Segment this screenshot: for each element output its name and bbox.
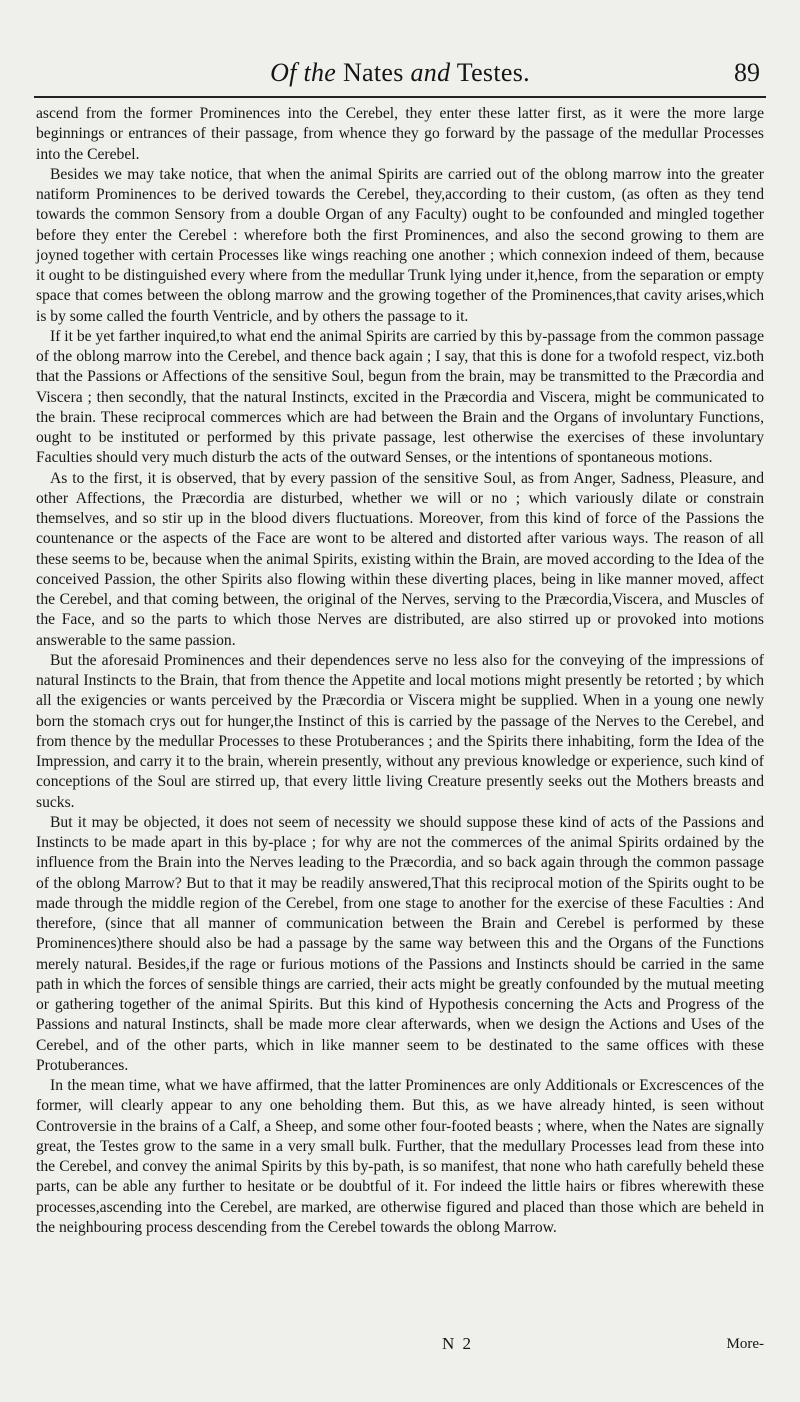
paragraph: In the mean time, what we have affirmed, that the latter Prominences are only Additionals or Excrescences of the former, will clearly appear to any one beholding them. But this, as we have already hinted, is seen without Controversie in the brains of a Calf, a Sheep, and some other four-footed beasts ; where, when the Nates are signally great, the Testes grow to the same in a very small bulk. Further, that the medullary Processes lead from these into the Cerebel, and convey the animal Spirits by this by-path, is so manifest, that none who hath carefully beheld these parts, can be able any further to hesitate or be doubtful of it. For indeed the little hairs or fibres wherewith these processes,ascending into the Cerebel, are marked, are otherwise figured and placed than those which are beheld in the neighbouring process descending from the Cerebel towards the oblong Marrow. <box>36 1077 764 1236</box>
paragraph: If it be yet farther inquired,to what end the animal Spirits are carried by this by-passage from the common passage of the oblong marrow into the Cerebel, and thence back again ; I say, that this is done for a twofold respect, viz.both that the Passions or Affections of the sensitive Soul, begun from the brain, may be transmitted to the Præcordia and Viscera ; then secondly, that the natural Instincts, excited in the Præcordia and Viscera, might be communicated to the brain. These reciprocal commerces which are had between the Brain and the Organs of involuntary Functions, ought to be instituted or performed by this private passage, lest otherwise the exercises of these involuntary Faculties should very much disturb the acts of the outward Senses, or the intentions of spontaneous motions. <box>36 327 764 467</box>
paragraph: As to the first, it is observed, that by every passion of the sensitive Soul, as from Anger, Sadness, Pleasure, and other Affections, the Præcordia are disturbed, whether we will or no ; which variously dilate or constrain themselves, and so stir up in the blood divers fluctuations. Moreover, from this kind of force of the Passions the countenance or the aspects of the Face are wont to be altered and distorted after various ways. The reason of all these seems to be, because when the animal Spirits, existing within the Brain, are moved according to the Idea of the conceived Passion, the other Spirits also flowing within these diverting places, being in like manner moved, affect the Cerebel, and that coming between, the original of the Nerves, serving to the Præcordia,Viscera, and Muscles of the Face, and so the parts to which those Nerves are distributed, are also stirred up or provoked into motions answerable to the same passion. <box>36 469 764 649</box>
running-title <box>34 58 766 88</box>
header-rule <box>34 96 766 98</box>
title-and: and <box>410 58 451 87</box>
paragraph: But the aforesaid Prominences and their dependences serve no less also for the conveying of the impressions of natural Instincts to the Brain, that from thence the Appetite and local motions might presently be retorted ; by which all the exigencies or wants perceived by the Præcordia or Viscera might be supplied. When in a young one newly born the stomach crys out for hunger,the Instinct of this is carried by the passage of the Nerves to the Cerebel, and from thence by the medullar Processes to these Protuberances ; and the Spirits there inhabiting, form the Idea of the Impression, and carry it to the brain, wherein presently, without any previous knowledge or experience, such kind of conceptions of the Soul are stirred up, that every little living Creature presently seeks out the Mothers breasts and sucks. <box>36 651 764 811</box>
body-text <box>36 104 764 1238</box>
title-testes: Testes. <box>456 58 530 87</box>
paragraph: ascend from the former Prominences into the Cerebel, they enter these latter first, as it were the more large beginnings or entrances of their passage, from whence they go forward by the passage of the medullar Processes into the Cerebel. <box>36 105 764 163</box>
title-nates: Nates <box>342 58 404 87</box>
running-header <box>34 52 766 92</box>
signature-mark: N 2 <box>442 1334 474 1353</box>
paragraph: Besides we may take notice, that when the animal Spirits are carried out of the oblong marrow into the greater natiform Prominences to be derived towards the Cerebel, they,according to their custom, (as often as they tend towards the common Sensory from a double Organ of any Faculty) ought to be confounded and mingled together before they enter the Cerebel : wherefore both the first Prominences, and also the second growing to them are joyned together with certain Processes like wings reaching one another ; which connexion indeed of them, because it ought to be distinguished every where from the medullar Trunk lying under it,hence, from the separation or empty space that comes between the oblong marrow and the growing together of the Prominences,that cavity arises,which is by some called the fourth Ventricle, and by others the passage to it. <box>36 165 764 325</box>
title-prefix: Of the <box>270 58 337 87</box>
catchword: More- <box>726 1336 764 1352</box>
page-footer <box>36 1334 764 1364</box>
page-number: 89 <box>734 58 760 87</box>
paragraph: But it may be objected, it does not seem of necessity we should suppose these kind of acts of the Passions and Instincts to be made apart in this by-place ; for why are not the commerces of the animal Spirits ordained by the influence from the Brain into the Nerves leading to the Præcordia, and so back again through the common passage of the oblong Marrow? But to that it may be readily answered,That this reciprocal motion of the Spirits ought to be made through the middle region of the Cerebel, from one stage to another for the exercise of these Faculties : And therefore, (since that all manner of communication between the Brain and Cerebel is performed by these Prominences)there should also be had a passage by the same way between this and the Organs of the Functions merely natural. Besides,if the rage or furious motions of the Passions and Instincts should be carried in the same path in which the forces of sensible things are carried, their acts might be greatly confounded by the mutual meeting or gathering together of the animal Spirits. But this kind of Hypothesis concerning the Acts and Progress of the Passions and natural Instincts, shall be made more clear afterwards, when we design the Actions and Uses of the Cerebel, and of the other parts, which in like manner seem to be destinated to the same offices with these Protuberances. <box>36 813 764 1074</box>
